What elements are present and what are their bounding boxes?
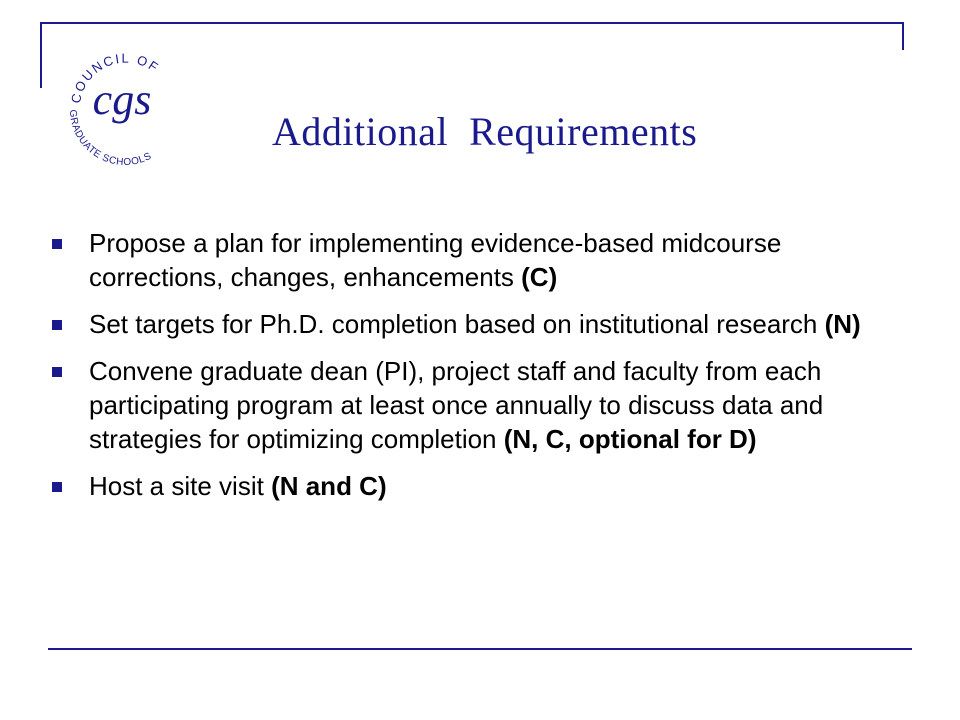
square-bullet-icon: [52, 367, 62, 377]
logo-top-text: COUNCIL OF: [67, 50, 163, 105]
square-bullet-icon: [52, 482, 62, 492]
bullet-text: Set targets for Ph.D. completion based on institutional research: [89, 309, 825, 339]
left-rule: [40, 22, 42, 88]
bullet-item: [52, 307, 912, 341]
logo-bottom-text: GRADUATE SCHOOLS: [66, 109, 154, 168]
bullet-item: [52, 354, 912, 456]
bullet-item: [52, 469, 912, 503]
bullet-tag: (N and C): [271, 471, 387, 501]
bullet-list: [52, 226, 912, 516]
bottom-rule: [48, 648, 912, 650]
square-bullet-icon: [52, 320, 62, 330]
logo-monogram: cgs: [92, 75, 152, 124]
slide-title: Additional Requirements: [272, 109, 698, 154]
bullet-tag: (C): [521, 262, 558, 292]
bullet-text: Host a site visit: [89, 471, 272, 501]
square-bullet-icon: [52, 239, 62, 249]
bullet-item: [52, 226, 912, 294]
top-rule: [40, 22, 904, 24]
bullet-text: Convene graduate dean (PI), project staff and faculty from each participating program at least once annually to discuss data and strategies for optimizing completion: [89, 356, 824, 454]
bullet-text: Propose a plan for implementing evidence-based midcourse corrections, changes, enhancements: [89, 228, 782, 292]
bullet-tag: (N): [824, 309, 861, 339]
cgs-logo: [60, 40, 190, 168]
bullet-tag: (N, C, optional for D): [503, 424, 757, 454]
right-rule: [902, 22, 904, 50]
